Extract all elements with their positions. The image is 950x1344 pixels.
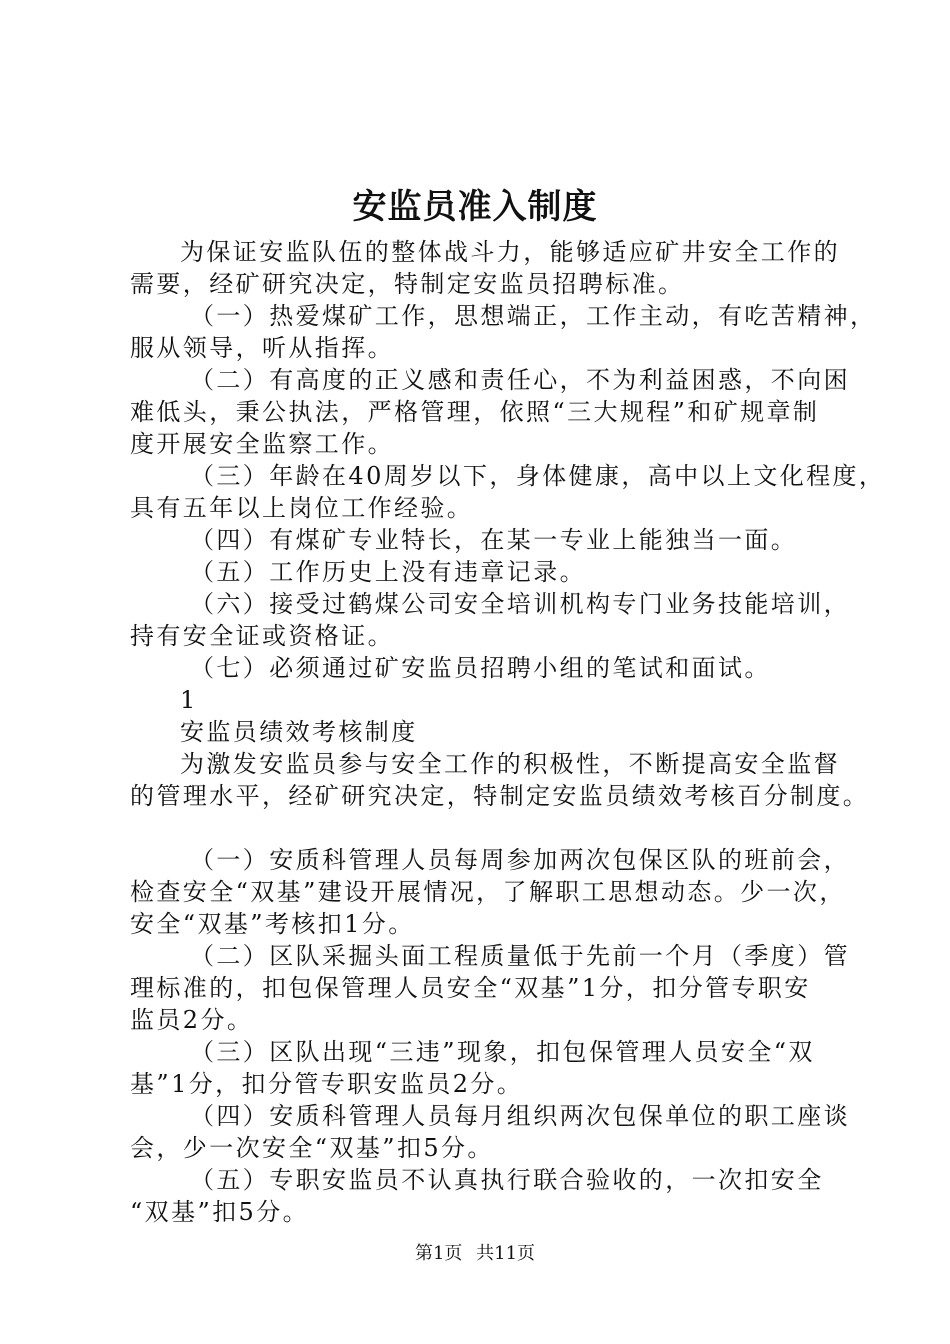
paragraph-line: （三）年龄在40周岁以下，身体健康，高中以上文化程度，: [190, 462, 886, 490]
section-heading: 安监员绩效考核制度: [180, 718, 418, 746]
paragraph-line: 为激发安监员参与安全工作的积极性，不断提高安全监督: [180, 750, 840, 778]
paragraph-line: 度开展安全监察工作。: [130, 430, 394, 458]
paragraph-line: （四）有煤矿专业特长，在某一专业上能独当一面。: [190, 526, 798, 554]
page-footer: [0, 1242, 950, 1266]
paragraph-line: 基”1分，扣分管专职安监员2分。: [130, 1070, 524, 1098]
paragraph-line: 监员2分。: [130, 1006, 254, 1034]
paragraph-line: 安全“双基”考核扣1分。: [130, 910, 415, 938]
paragraph-line: （五）专职安监员不认真执行联合验收的，一次扣安全: [190, 1166, 824, 1194]
paragraph-line: （六）接受过鹤煤公司安全培训机构专门业务技能培训，: [190, 590, 850, 618]
page-total: 共11页: [476, 1243, 536, 1264]
paragraph-line: 服从领导，听从指挥。: [130, 334, 394, 362]
page-number: 第1页: [414, 1243, 463, 1264]
document-body: [130, 236, 886, 1228]
paragraph-line: 的管理水平，经矿研究决定，特制定安监员绩效考核百分制度。: [130, 782, 870, 810]
blank-line: [130, 812, 846, 844]
paragraph-line: （二）有高度的正义感和责任心，不为利益困惑，不向困: [190, 366, 850, 394]
paragraph-line: （三）区队出现“三违”现象，扣包保管理人员安全“双: [190, 1038, 815, 1066]
document-title: 安监员准入制度: [352, 187, 598, 227]
paragraph-line: 理标准的，扣包保管理人员安全“双基”1分，扣分管专职安: [130, 974, 811, 1002]
paragraph-line: 会，少一次安全“双基”扣5分。: [130, 1134, 494, 1162]
paragraph-line: （五）工作历史上没有违章记录。: [190, 558, 586, 586]
paragraph-line: 具有五年以上岗位工作经验。: [130, 494, 474, 522]
paragraph-line: （二）区队采掘头面工程质量低于先前一个月（季度）管: [190, 942, 850, 970]
paragraph-line: （一）安质科管理人员每周参加两次包保区队的班前会，: [190, 846, 850, 874]
paragraph-line: 检查安全“双基”建设开展情况，了解职工思想动态。少一次，: [130, 878, 846, 906]
paragraph-line: （四）安质科管理人员每月组织两次包保单位的职工座谈: [190, 1102, 850, 1130]
page-marker: 1: [180, 686, 198, 714]
paragraph-line: 需要，经矿研究决定，特制定安监员招聘标准。: [130, 270, 685, 298]
paragraph-line: 持有安全证或资格证。: [130, 622, 394, 650]
paragraph-line: （一）热爱煤矿工作，思想端正，工作主动，有吃苦精神，: [190, 302, 877, 330]
paragraph-line: 为保证安监队伍的整体战斗力，能够适应矿井安全工作的: [180, 238, 840, 266]
paragraph-line: （七）必须通过矿安监员招聘小组的笔试和面试。: [190, 654, 771, 682]
paragraph-line: 难低头，秉公执法，严格管理，依照“三大规程”和矿规章制: [130, 398, 820, 426]
paragraph-line: “双基”扣5分。: [130, 1198, 310, 1226]
